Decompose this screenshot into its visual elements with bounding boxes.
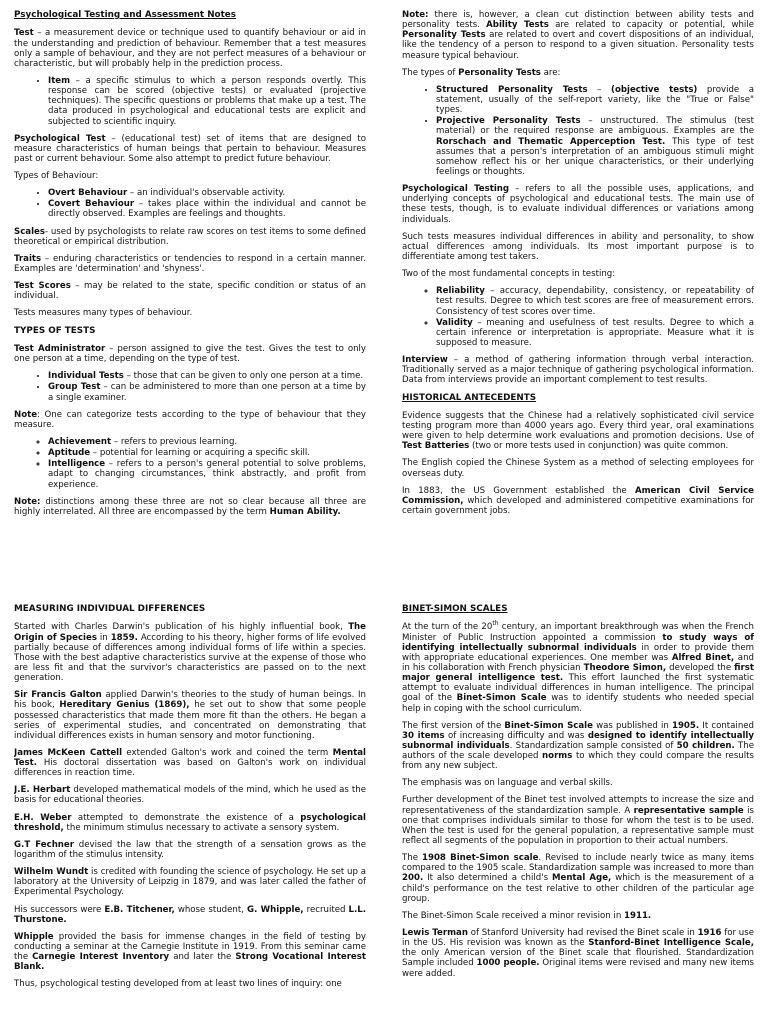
paragraph-psychological-test: Psychological Test – (educational test) set of items that are designed to measure characteristics of human beings that pertain to behaviour. Measures past or current behaviour. Some also attempt to predict future behaviour.: [14, 133, 366, 164]
item-list: [14, 76, 366, 127]
paragraph-test-administrator: Test Administrator – person assigned to give the test. Gives the test to only one person at a time, depending on the type of test.: [14, 343, 366, 365]
paragraph-1883: In 1883, the US Government established the American Civil Service Commission, which developed and administered competitive examinations for certain government jobs.: [402, 485, 754, 516]
panel-top-left: [14, 10, 366, 590]
list-item-group-test: • Group Test – can be administered to more than one person at a time by a single examiner.: [48, 382, 366, 402]
paragraph-galton: Sir Francis Galton applied Darwin's theories to the study of human beings. In his book, Hereditary Genius (1869), he set out to show that some people possessed characteristics that made them more fit than the others. He began a series of experimental studies, and concentrated on demonstrating that individual differences exists in human sensory and motor functioning.: [14, 690, 366, 741]
paragraph-types-personality: The types of Personality Tests are:: [402, 67, 561, 78]
paragraph-english: The English copied the Chinese System as a method of selecting employees for overseas duty.: [402, 458, 754, 479]
paragraph-two-concepts: Two of the most fundamental concepts in testing:: [402, 269, 616, 280]
heading-binet-simon-scales: BINET-SIMON SCALES: [402, 604, 508, 614]
paragraph-interview: Interview – a method of gathering information through verbal interaction. Traditionally served as a major technique of gathering psychological information. Data from interviews provide an important complement to test results.: [402, 355, 754, 386]
paragraph-tests-measure: Tests measures many types of behaviour.: [14, 308, 193, 319]
list-item-reliability: ◦ Reliability – accuracy, dependability, consistency, or repeatability of test results. Degree to which test scores are free of measurement errors. Consistency of test scores over time.: [436, 286, 754, 316]
paragraph-wundt: Wilhelm Wundt is credited with founding the science of psychology. He set up a laboratory at the University of Leipzig in 1879, and was later called the father of Experimental Psychology.: [14, 867, 366, 898]
list-item-achievement: ◦ Achievement – refers to previous learning.: [48, 437, 366, 447]
paragraph-thus: Thus, psychological testing developed from at least two lines of inquiry: one: [14, 979, 342, 990]
paragraph-note-distinctions: Note: distinctions among these three are not so clear because all three are highly interrelated. All three are encompassed by the term Human Ability.: [14, 496, 366, 517]
paragraph-types-of-behaviour: Types of Behaviour:: [14, 171, 99, 182]
behaviour-list: [14, 188, 366, 219]
paragraph-scales: Scales- used by psychologists to relate raw scores on test items to some defined theoretical or empirical distribution.: [14, 226, 366, 247]
concept-list: [402, 286, 754, 348]
list-item-covert: • Covert Behaviour – takes place within the individual and cannot be directly observed. Examples are feelings and thoughts.: [48, 199, 366, 219]
paragraph-weber: E.H. Weber attempted to demonstrate the existence of a psychological threshold, the minimum stimulus necessary to activate a sensory system.: [14, 812, 366, 833]
paragraph-turn-of-century: At the turn of the 20th century, an important breakthrough was when the French Minister of Public Instruction appointed a commission to study ways of identifying intellectually subnormal individuals in order to provide them with appropriate educational experiences. One member was Alfred Binet, and in his collaboration with French physician Theodore Simon, developed the first major general intelligence test. This effort launched the first systematic attempt to evaluate individual differences in human intelligence. The principal goal of the Binet-Simon Scale was to identify students who needed special help in coping with the school curriculum.: [402, 620, 754, 714]
list-item-structured: • Structured Personality Tests – (objective tests) provide a statement, usually of the self-report variety, like the "True or False" types.: [436, 85, 754, 115]
list-item-individual-tests: • Individual Tests – those that can be given to only one person at a time.: [48, 371, 366, 381]
paragraph-traits: Traits – enduring characteristics or tendencies to respond in a certain manner. Examples are 'determination' and 'shyness'.: [14, 253, 366, 275]
paragraph-terman: Lewis Terman of Stanford University had revised the Binet scale in 1916 for use in the US. His revision was known as the Stanford-Binet Intelligence Scale, the only American version of the Binet scale that flourished. Standardization Sample included 1000 people. Original items were revised and many new items were added.: [402, 928, 754, 979]
paragraph-emphasis: The emphasis was on language and verbal skills.: [402, 778, 613, 789]
paragraph-such-tests: Such tests measures individual differences in ability and personality, to show actual differences among individuals. Its most important purpose is to differentiate among test takers.: [402, 231, 754, 262]
paragraph-1911-revision: The Binet-Simon Scale received a minor revision in 1911.: [402, 910, 652, 921]
list-item-item: • Item – a specific stimulus to which a person responds overtly. This response can be scored (objective tests) or evaluated (projective techniques). The specific questions or problems that make up a test. The data produced in psychological and educational tests are explicit and subjected to scientific inquiry.: [48, 76, 366, 127]
test-type-list: [14, 371, 366, 402]
panel-bottom-right: [402, 604, 754, 1024]
heading-types-of-tests: TYPES OF TESTS: [14, 325, 96, 336]
paragraph-cattell: James McKeen Cattell extended Galton's work and coined the term Mental Test. His doctoral dissertation was based on Galton's work on individual differences in reaction time.: [14, 747, 366, 779]
list-item-overt: • Overt Behaviour – an individual's observable activity.: [48, 188, 366, 198]
paragraph-darwin: Started with Charles Darwin's publication of his highly influential book, The Origin of Species in 1859. According to his theory, higher forms of life evolved partially because of differences among individual forms of life within a species. Those with the best adaptive characteristics survive at the expense of those who are less fit and that the survivor's characteristics are passed on to the next generation.: [14, 622, 366, 684]
personality-test-list: [402, 85, 754, 177]
paragraph-psychological-testing: Psychological Testing – refers to all the possible uses, applications, and underlying concepts of psychological and educational tests. The main use of these tests, though, is to evaluate individual differences or variations among individuals.: [402, 184, 754, 225]
list-item-validity: ◦ Validity – meaning and usefulness of test results. Degree to which a certain inference or interpretation is appropriate. Measure what it is supposed to measure.: [436, 318, 754, 348]
paragraph-test: Test – a measurement device or technique used to quantify behaviour or aid in the understanding and prediction of behaviour. Remember that a test measures only a sample of behaviour, and they are not perfect measures of a behaviour or characteristic, but will probably help in the prediction process.: [14, 28, 366, 69]
heading-historical-antecedents: HISTORICAL ANTECEDENTS: [402, 392, 537, 403]
paragraph-first-version: The first version of the Binet-Simon Scale was published in 1905. It contained 30 items of increasing difficulty and was designed to identify intellectually subnormal individuals. Standardization sample consisted of 50 children. The authors of the scale developed norms to which they could compare the results from any new subject.: [402, 720, 754, 772]
paragraph-whipple: Whipple provided the basis for immense changes in the field of testing by conducting a seminar at the Carnegie Institute in 1919. From this seminar came the Carnegie Interest Inventory and later the Strong Vocational Interest Blank.: [14, 931, 366, 973]
list-item-intelligence: ◦ Intelligence – refers to a person's general potential to solve problems, adapt to changing circumstances, think abstractly, and profit from experience.: [48, 459, 366, 489]
panel-bottom-left: [14, 604, 366, 1024]
paragraph-note-ability-personality: Note: there is, however, a clean cut distinction between ability tests and personality tests. Ability Tests are related to capacity or potential, while Personality Tests are related to overt and covert dispositions of an individual, like the tendency of a person to respond to a given situation. Personality tests measure typical behaviour.: [402, 10, 754, 61]
ability-list: [14, 437, 366, 490]
list-item-aptitude: ◦ Aptitude – potential for learning or acquiring a specific skill.: [48, 448, 366, 458]
paragraph-successors: His successors were E.B. Titchener, whose student, G. Whipple, recruited L.L. Thurstone.: [14, 904, 366, 925]
paragraph-evidence: Evidence suggests that the Chinese had a relatively sophisticated civil service testing program more than 4000 years ago. Every third year, oral examinations were given to help determine work evaluations and promotion decisions. Use of Test Batteries (two or more tests used in conjunction) was quite common.: [402, 410, 754, 452]
heading-measuring-individual-differences: MEASURING INDIVIDUAL DIFFERENCES: [14, 604, 206, 614]
paragraph-fechner: G.T Fechner devised the law that the strength of a sensation grows as the logarithm of the stimulus intensity.: [14, 839, 366, 861]
list-item-projective: • Projective Personality Tests – unstructured. The stimulus (test material) or the required response are ambiguous. Examples are the Rorschach and Thematic Apperception Test. This type of test assumes that a person's interpretation of an ambiguous stimuli might somehow reflect his or her unique characteristics, or their underlying feelings or thoughts.: [436, 116, 754, 177]
paragraph-test-scores: Test Scores – may be related to the state, specific condition or status of an individual.: [14, 281, 366, 302]
paragraph-herbart: J.E. Herbart developed mathematical models of the mind, which he used as the basis for educational theories.: [14, 785, 366, 806]
panel-top-right: [402, 10, 754, 590]
paragraph-further-development: Further development of the Binet test involved attempts to increase the size and representativeness of the standardization sample. A representative sample is one that comprises individuals similar to those for whom the test is to be used. When the test is used for the general population, a representative sample must reflect all segments of the population in proportion to their actual numbers.: [402, 795, 754, 847]
paragraph-note-categorize: Note: One can categorize tests according to the type of behaviour that they measure.: [14, 409, 366, 430]
paragraph-1908-scale: The 1908 Binet-Simon scale. Revised to include nearly twice as many items compared to the 1905 scale. Standardization sample was increased to more than 200. It also determined a child's Mental Age, which is the measurement of a child's performance on the test relative to other children of the particular age group.: [402, 853, 754, 904]
document-title: Psychological Testing and Assessment Notes: [14, 10, 237, 20]
